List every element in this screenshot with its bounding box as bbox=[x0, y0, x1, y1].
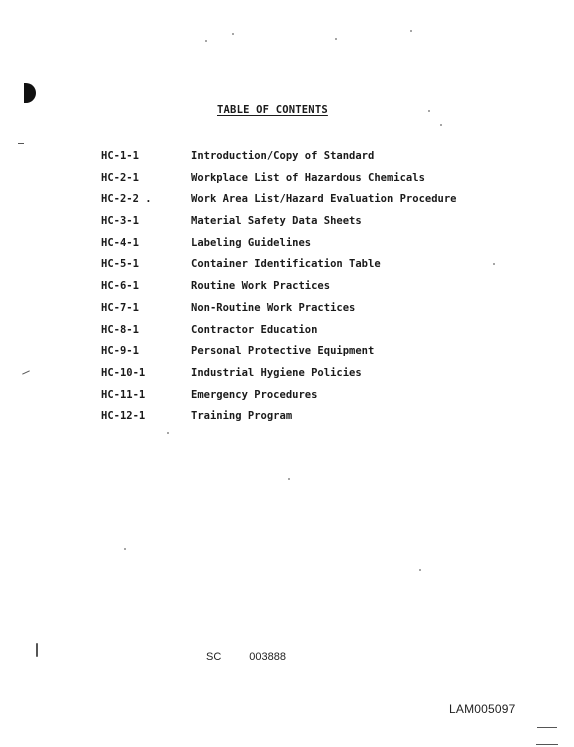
toc-entry-code: HC-6-1 bbox=[101, 280, 139, 293]
toc-entry-code: HC-2-1 bbox=[101, 171, 139, 184]
toc-entry-code: HC-7-1 bbox=[101, 301, 139, 314]
scan-speck bbox=[167, 432, 169, 434]
scan-speck bbox=[232, 33, 234, 35]
punch-hole-mark bbox=[24, 83, 36, 103]
toc-entry-code: HC-3-1 bbox=[101, 215, 139, 228]
toc-entry-label: Emergency Procedures bbox=[191, 388, 318, 401]
toc-entry-code: HC-10-1 bbox=[101, 366, 146, 379]
toc-entry-label: Personal Protective Equipment bbox=[191, 345, 375, 358]
toc-entry-label: Material Safety Data Sheets bbox=[191, 215, 362, 228]
document-stamp bbox=[206, 651, 286, 663]
scan-speck bbox=[419, 569, 421, 571]
toc-entry-code: HC-11-1 bbox=[101, 388, 146, 401]
toc-entry bbox=[101, 256, 541, 278]
scan-speck bbox=[205, 40, 207, 42]
toc-entry bbox=[101, 191, 541, 213]
scan-speck bbox=[410, 30, 412, 32]
scan-speck bbox=[440, 124, 442, 126]
toc-entry-code: HC-9-1 bbox=[101, 345, 139, 358]
toc-entry bbox=[101, 300, 541, 322]
toc-entry-label: Workplace List of Hazardous Chemicals bbox=[191, 171, 425, 184]
toc-entry-code: HC-12-1 bbox=[101, 410, 146, 423]
toc-entry-code: HC-2-2 . bbox=[101, 193, 152, 206]
scan-mark bbox=[36, 643, 38, 657]
toc-entry bbox=[101, 148, 541, 170]
toc-entry-label: Non-Routine Work Practices bbox=[191, 301, 356, 314]
scan-mark bbox=[18, 143, 24, 144]
toc-entry bbox=[101, 170, 541, 192]
toc-entry bbox=[101, 235, 541, 257]
scan-mark bbox=[537, 727, 557, 728]
scan-speck bbox=[335, 38, 337, 40]
toc-entry bbox=[101, 365, 541, 387]
toc-entry bbox=[101, 322, 541, 344]
toc-entry-label: Training Program bbox=[191, 410, 293, 423]
toc-entry-code: HC-4-1 bbox=[101, 236, 139, 249]
stamp-prefix: SC bbox=[206, 651, 222, 663]
toc-entry-label: Industrial Hygiene Policies bbox=[191, 366, 362, 379]
toc-entry-label: Container Identification Table bbox=[191, 258, 381, 271]
page-title: TABLE OF CONTENTS bbox=[217, 104, 328, 116]
toc-list bbox=[101, 148, 541, 430]
toc-entry-label: Work Area List/Hazard Evaluation Procedure bbox=[191, 193, 457, 206]
toc-entry-label: Introduction/Copy of Standard bbox=[191, 150, 375, 162]
scan-speck bbox=[428, 110, 430, 112]
toc-entry-code: HC-5-1 bbox=[101, 258, 139, 271]
toc-entry bbox=[101, 387, 541, 409]
toc-entry-label: Contractor Education bbox=[191, 323, 318, 336]
scan-mark bbox=[22, 370, 30, 374]
toc-entry bbox=[101, 278, 541, 300]
toc-entry-label: Labeling Guidelines bbox=[191, 236, 312, 249]
toc-entry-code: HC-1-1 bbox=[101, 150, 139, 162]
scan-speck bbox=[288, 478, 290, 480]
bates-number: LAM005097 bbox=[449, 702, 516, 716]
toc-entry bbox=[101, 343, 541, 365]
scan-speck bbox=[124, 548, 126, 550]
toc-entry-label: Routine Work Practices bbox=[191, 280, 331, 293]
toc-entry-code: HC-8-1 bbox=[101, 323, 139, 336]
stamp-number: 003888 bbox=[249, 651, 286, 663]
scan-mark bbox=[536, 744, 558, 745]
toc-entry bbox=[101, 408, 541, 430]
toc-entry bbox=[101, 213, 541, 235]
